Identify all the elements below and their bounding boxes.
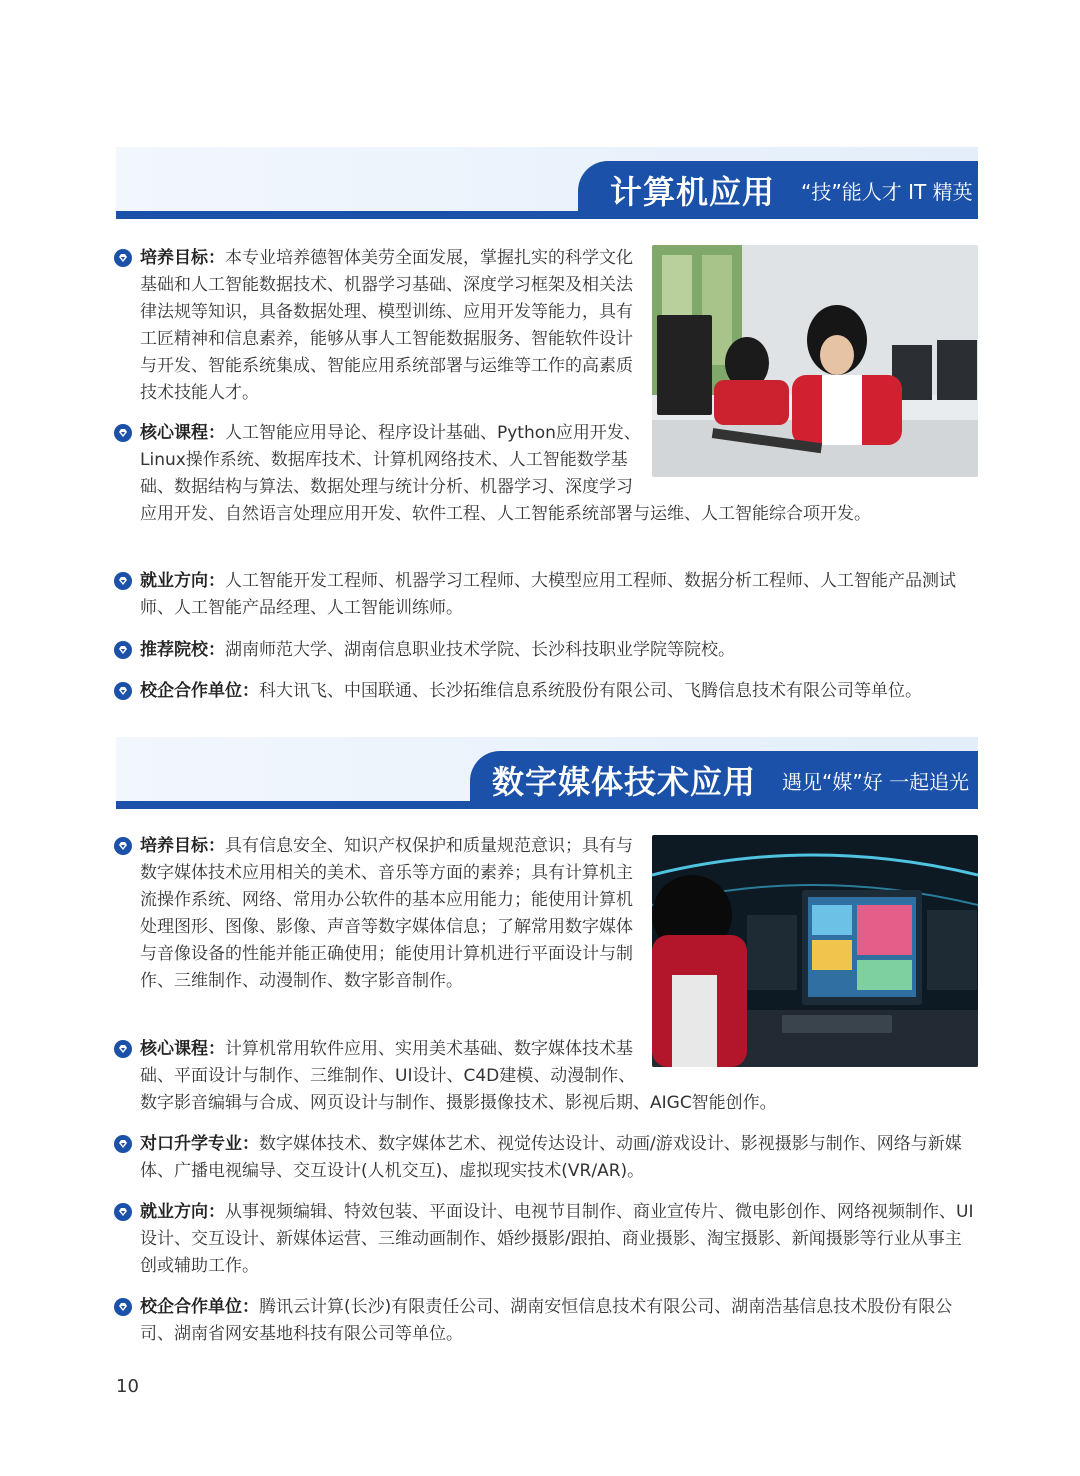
item-label: 就业方向： — [140, 571, 225, 591]
item-recommended-schools — [116, 637, 978, 664]
item-text: 从事视频编辑、特效包装、平面设计、电视节目制作、商业宣传片、微电影创作、网络视频制作、UI设计、交互设计、新媒体运营、三维动画制作、婚纱摄影/跟拍、商业摄影、淘宝摄影、新闻摄影等行业从事主创或辅助工作。 — [140, 1202, 974, 1276]
item-core-courses — [116, 1036, 978, 1117]
item-label: 核心课程： — [140, 423, 225, 443]
diamond-badge-icon — [114, 1298, 132, 1316]
item-label: 校企合作单位： — [140, 1297, 259, 1317]
section-computer-application — [116, 147, 978, 707]
item-label: 核心课程： — [140, 1039, 225, 1059]
diamond-badge-icon — [114, 1040, 132, 1058]
item-partners — [116, 1294, 978, 1348]
diamond-badge-icon — [114, 1203, 132, 1221]
page-number: 10 — [116, 1376, 139, 1397]
item-training-goal — [116, 833, 646, 995]
section-digital-media — [116, 737, 978, 1357]
item-text: 人工智能开发工程师、机器学习工程师、大模型应用工程师、数据分析工程师、人工智能产品测试师、人工智能产品经理、人工智能训练师。 — [140, 571, 956, 618]
item-text: 科大讯飞、中国联通、长沙拓维信息系统股份有限公司、飞腾信息技术有限公司等单位。 — [259, 681, 922, 701]
item-label: 对口升学专业： — [140, 1134, 259, 1154]
item-core-courses — [116, 420, 978, 528]
item-text: 湖南师范大学、湖南信息职业技术学院、长沙科技职业学院等院校。 — [225, 640, 735, 660]
diamond-badge-icon — [114, 249, 132, 267]
section-slogan: 遇见“媒”好 一起追光 — [782, 769, 970, 794]
item-text: 本专业培养德智体美劳全面发展，掌握扎实的科学文化基础和人工智能数据技术、机器学习基础、深度学习框架及相关法律法规等知识，具备数据处理、模型训练、应用开发等能力，具有工匠精神和信息素养，能够从事人工智能数据服务、智能软件设计与开发、智能系统集成、智能应用系统部署与运维等工作的高素质技术技能人才。 — [140, 248, 633, 403]
diamond-badge-icon — [114, 424, 132, 442]
item-label: 校企合作单位： — [140, 681, 259, 701]
diamond-badge-icon — [114, 1135, 132, 1153]
item-label: 培养目标： — [140, 836, 225, 856]
section-title: 数字媒体技术应用 — [492, 763, 757, 801]
item-text: 腾讯云计算(长沙)有限责任公司、湖南安恒信息技术有限公司、湖南浩基信息技术股份有限公司、湖南省网安基地科技有限公司等单位。 — [140, 1297, 953, 1344]
item-employment — [116, 568, 978, 622]
item-label: 就业方向： — [140, 1202, 225, 1222]
section-title: 计算机应用 — [610, 173, 776, 211]
diamond-badge-icon — [114, 641, 132, 659]
item-text: 人工智能应用导论、程序设计基础、Python应用开发、Linux操作系统、数据库技术、计算机网络技术、人工智能数学基础、数据结构与算法、数据处理与统计分析、机器学习、深度学习应用开发、自然语言处理应用开发、软件工程、人工智能系统部署与运维、人工智能综合项开发。 — [140, 423, 871, 524]
item-employment — [116, 1199, 978, 1280]
banner-stripe — [116, 211, 978, 219]
diamond-badge-icon — [114, 572, 132, 590]
section-slogan: “技”能人才 IT 精英 — [801, 179, 973, 204]
item-training-goal — [116, 245, 646, 407]
banner-stripe — [116, 801, 978, 809]
item-text: 具有信息安全、知识产权保护和质量规范意识；具有与数字媒体技术应用相关的美术、音乐等方面的素养；具有计算机主流操作系统、网络、常用办公软件的基本应用能力；能使用计算机处理图形、图像、影像、声音等数字媒体信息；了解常用数字媒体与音像设备的性能并能正确使用；能使用计算机进行平面设计与制作、三维制作、动漫制作、数字影音制作。 — [140, 836, 633, 991]
item-text: 数字媒体技术、数字媒体艺术、视觉传达设计、动画/游戏设计、影视摄影与制作、网络与新媒体、广播电视编导、交互设计(人机交互)、虚拟现实技术(VR/AR)。 — [140, 1134, 962, 1181]
item-higher-education-majors — [116, 1131, 978, 1185]
item-label: 推荐院校： — [140, 640, 225, 660]
diamond-badge-icon — [114, 682, 132, 700]
item-text: 计算机常用软件应用、实用美术基础、数字媒体技术基础、平面设计与制作、三维制作、UI设计、C4D建模、动漫制作、数字影音编辑与合成、网页设计与制作、摄影摄像技术、影视后期、AIGC智能创作。 — [140, 1039, 777, 1113]
section-banner — [116, 737, 978, 809]
item-partners — [116, 678, 978, 705]
media-lab-photo — [652, 835, 978, 1067]
section-banner — [116, 147, 978, 219]
item-label: 培养目标： — [140, 248, 225, 268]
diamond-badge-icon — [114, 837, 132, 855]
